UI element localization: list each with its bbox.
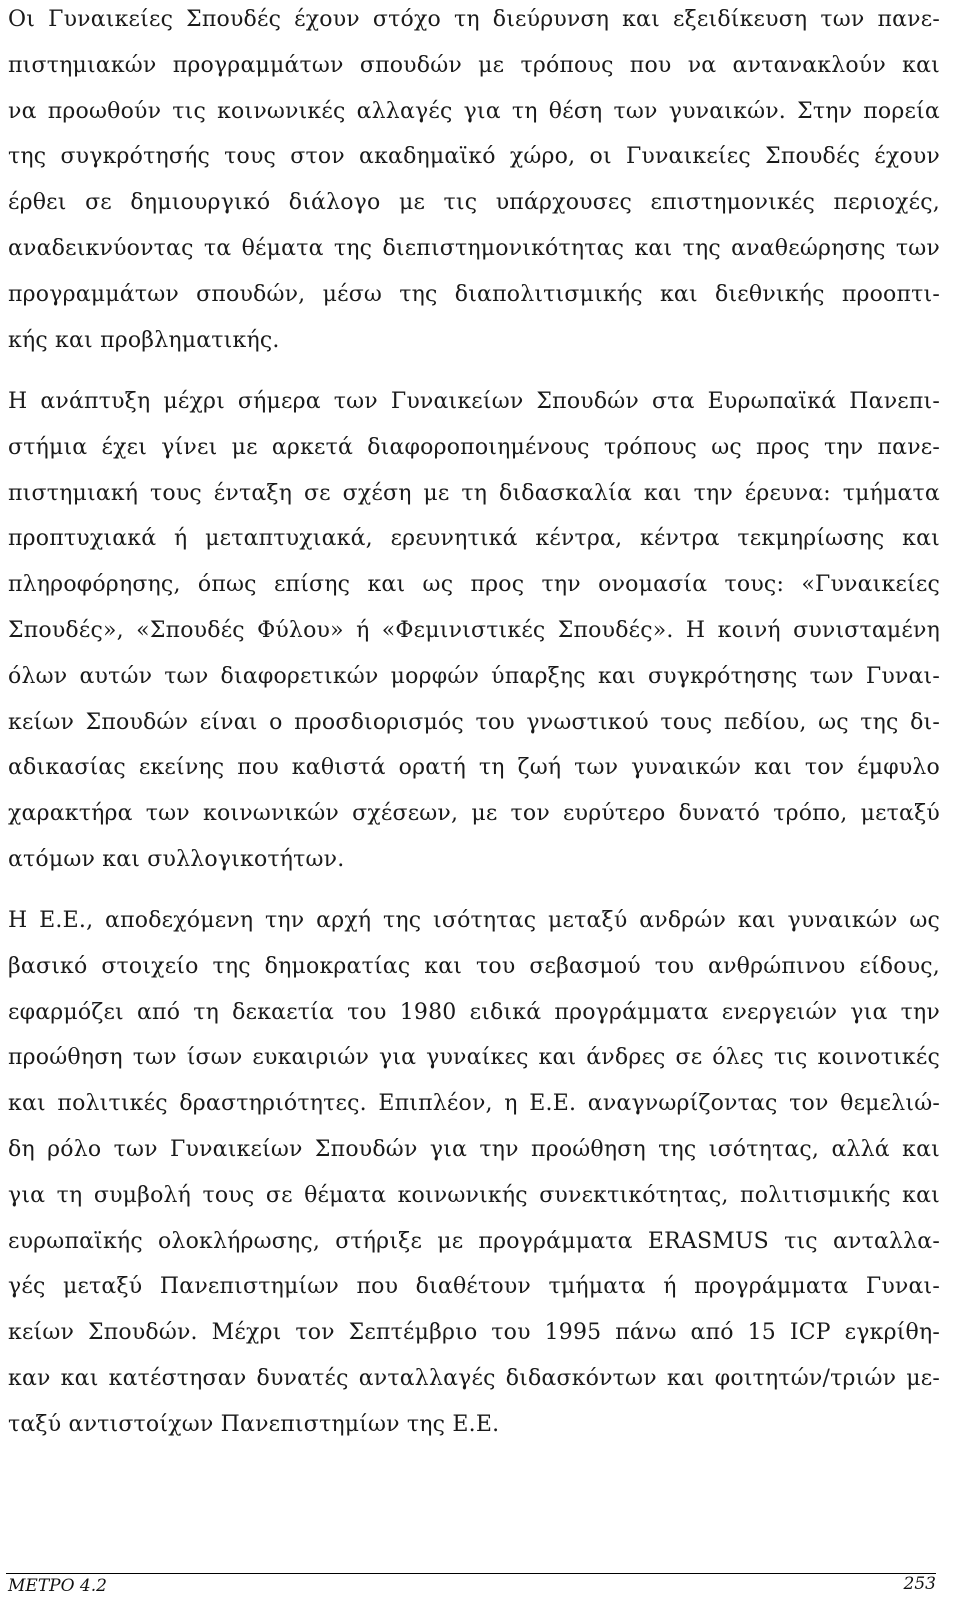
text-line: στήμια έχει γίνει με αρκετά διαφοροποιημένους τρόπους ως προς την πανε- [8,434,940,460]
text-line: Η ανάπτυξη μέχρι σήμερα των Γυναικείων Σπουδών στα Ευρωπαϊκά Πανεπι- [8,389,940,414]
text-line: αδικασίας εκείνης που καθιστά ορατή τη ζωή των γυναικών και τον έμφυλο [8,755,940,781]
text-line: όλων αυτών των διαφορετικών μορφών ύπαρξης και συγκρότησης των Γυναι- [8,663,940,689]
text-line: Η Ε.Ε., αποδεχόμενη την αρχή της ισότητας μεταξύ ανδρών και γυναικών ως [8,908,940,933]
paragraph-3 [8,898,940,1448]
text-line: να προωθούν τις κοινωνικές αλλαγές για τη θέση των γυναικών. Στην πορεία [8,98,940,124]
text-line: Οι Γυναικείες Σπουδές έχουν στόχο τη διεύρυνση και εξειδίκευση των πανε- [8,7,940,32]
text-line: έρθει σε δημιουργικό διάλογο με τις υπάρχουσες επιστημονικές περιοχές, [8,190,940,216]
text-line: της συγκρότησής τους στον ακαδημαϊκό χώρο, οι Γυναικείες Σπουδές έχουν [8,144,940,170]
text-line: για τη συμβολή τους σε θέματα κοινωνικής συνεκτικότητας, πολιτισμικής και [8,1182,940,1208]
text-line: δη ρόλο των Γυναικείων Σπουδών για την προώθηση της ισότητας, αλλά και [8,1136,940,1162]
footer-section-label: ΜΕΤΡΟ 4.2 [8,1576,107,1596]
text-line: προγραμμάτων σπουδών, μέσω της διαπολιτισμικής και διεθνικής προοπτι- [8,281,940,307]
page-number: 253 [903,1574,936,1594]
text-line: κείων Σπουδών είναι ο προσδιορισμός του γνωστικού τους πεδίου, ως της δι- [8,709,940,735]
paragraph-1 [8,0,940,363]
text-line: πιστημιακών προγραμμάτων σπουδών με τρόπους που να αντανακλούν και [8,52,940,78]
text-line: Σπουδές», «Σπουδές Φύλου» ή «Φεμινιστικές Σπουδές». Η κοινή συνισταμένη [8,617,940,643]
text-line: κής και προβληματικής. [8,327,280,353]
text-line: εφαρμόζει από τη δεκαετία του 1980 ειδικά προγράμματα ενεργειών για την [8,999,940,1025]
text-line: καν και κατέστησαν δυνατές ανταλλαγές διδασκόντων και φοιτητών/τριών με- [8,1365,940,1391]
text-line: κείων Σπουδών. Μέχρι τον Σεπτέμβριο του 1995 πάνω από 15 ICP εγκρίθη- [8,1320,940,1346]
text-line: πληροφόρησης, όπως επίσης και ως προς την ονομασία τους: «Γυναικείες [8,572,940,598]
footer-divider [6,1573,936,1574]
text-line: βασικό στοιχείο της δημοκρατίας και του σεβασμού του ανθρώπινου είδους, [8,953,940,979]
text-line: γές μεταξύ Πανεπιστημίων που διαθέτουν τμήματα ή προγράμματα Γυναι- [8,1274,940,1300]
text-line: πιστημιακή τους ένταξη σε σχέση με τη διδασκαλία και την έρευνα: τμήματα [8,480,940,506]
text-line: προπτυχιακά ή μεταπτυχιακά, ερευνητικά κέντρα, κέντρα τεκμηρίωσης και [8,526,940,552]
paragraph-2 [8,379,940,883]
text-line: χαρακτήρα των κοινωνικών σχέσεων, με τον ευρύτερο δυνατό τρόπο, μεταξύ [8,801,940,827]
text-line: και πολιτικές δραστηριότητες. Επιπλέον, η Ε.Ε. αναγνωρίζοντας τον θεμελιώ- [8,1091,940,1117]
text-line: ευρωπαϊκής ολοκλήρωσης, στήριξε με προγράμματα ERASMUS τις ανταλλα- [8,1228,940,1254]
text-line: προώθηση των ίσων ευκαιριών για γυναίκες και άνδρες σε όλες τις κοινοτικές [8,1045,940,1071]
text-line: αναδεικνύοντας τα θέματα της διεπιστημονικότητας και της αναθεώρησης των [8,235,940,261]
text-line: ταξύ αντιστοίχων Πανεπιστημίων της Ε.Ε. [8,1411,500,1437]
text-line: ατόμων και συλλογικοτήτων. [8,846,345,872]
